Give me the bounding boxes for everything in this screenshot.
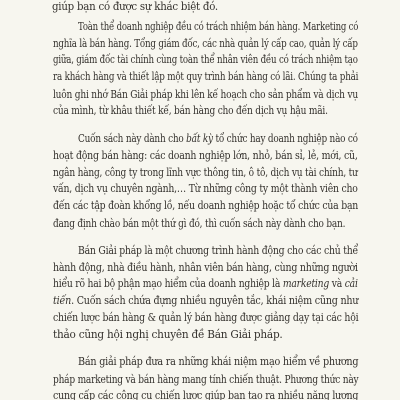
text-emphasis: tiến [53,294,72,308]
text-line: luôn ghi nhớ Bán Giải pháp khi lên kế hoạch cho sản phẩm và dịch vụ [53,87,358,101]
text-line: ra khách hàng và thiết lập một quy trình bán hàng có lãi. Chúng ta phải [53,70,359,84]
text-segment: và [329,277,345,291]
text-line: giúp bạn có được sự khác biệt đó. [52,0,218,14]
text-line: giữa, giám đốc tài chính cùng toàn thể nhân viên đều có trách nhiệm tạo [53,53,358,67]
text-emphasis: cải [344,277,358,291]
text-line: chiến lược bán hàng & quản lý bán hàng được giảng dạy tại các hội [53,311,359,325]
text-line [78,132,358,146]
text-segment: hiểu rõ hai bộ phận mạo hiểm của doanh nghiệp là [53,277,283,291]
text-line: đến các tập đoàn khổng lồ, nếu doanh nghiệp hoặc tổ chức của bạn [53,199,359,213]
text-line [53,277,358,291]
text-line: Bán giải pháp đưa ra những khái niệm mạo hiểm về phương [78,355,359,369]
text-line: thảo cũng hội nghị chuyên đề Bán Giải pháp. [53,327,283,341]
text-line: hành động, nhà điều hành, nhân viên bán hàng, cùng những người [53,260,358,274]
text-emphasis: marketing [282,277,330,291]
text-segment: . Cuốn sách chứa đựng nhiều nguyên tắc, khái niệm cũng như [71,294,359,308]
text-line: pháp marketing và bán hàng mang tính chiến thuật. Phương thức này [53,372,359,386]
text-line [53,294,358,308]
text-segment: tổ chức hay doanh nghiệp nào có [212,131,358,145]
text-line: cung cấp các công cụ chiến lược giúp bạn tạo ra nhiều năng lượng [53,388,359,400]
text-line: đang định chào bán một thứ gì đó, thì cuốn sách này dành cho bạn. [53,216,346,230]
text-line: của mình, từ khâu thiết kế, bán hàng cho đến dịch vụ hậu mãi. [53,103,328,117]
text-line: Toàn thể doanh nghiệp đều có trách nhiệm bán hàng. Marketing có [78,19,359,33]
text-line: hoạt động bán hàng: các doanh nghiệp lớn, nhỏ, bán sỉ, lẻ, mới, cũ, [53,148,358,162]
text-line: vấn, dịch vụ chuyên ngành,… Từ những công ty một thành viên cho [53,182,358,196]
text-line: ngân hàng, công ty trong lĩnh vực thông tin, ô tô, dịch vụ tài chính, tư [53,166,358,179]
text-line: Bán Giải pháp là một chương trình hành động cho các chủ thể [78,243,358,257]
text-emphasis: bất kỳ [186,131,213,145]
text-segment: Cuốn sách này dành cho [78,131,187,145]
text-line: nghĩa là bán hàng. Tổng giám đốc, các nhà quản lý cấp cao, quản lý cấp [53,37,358,51]
